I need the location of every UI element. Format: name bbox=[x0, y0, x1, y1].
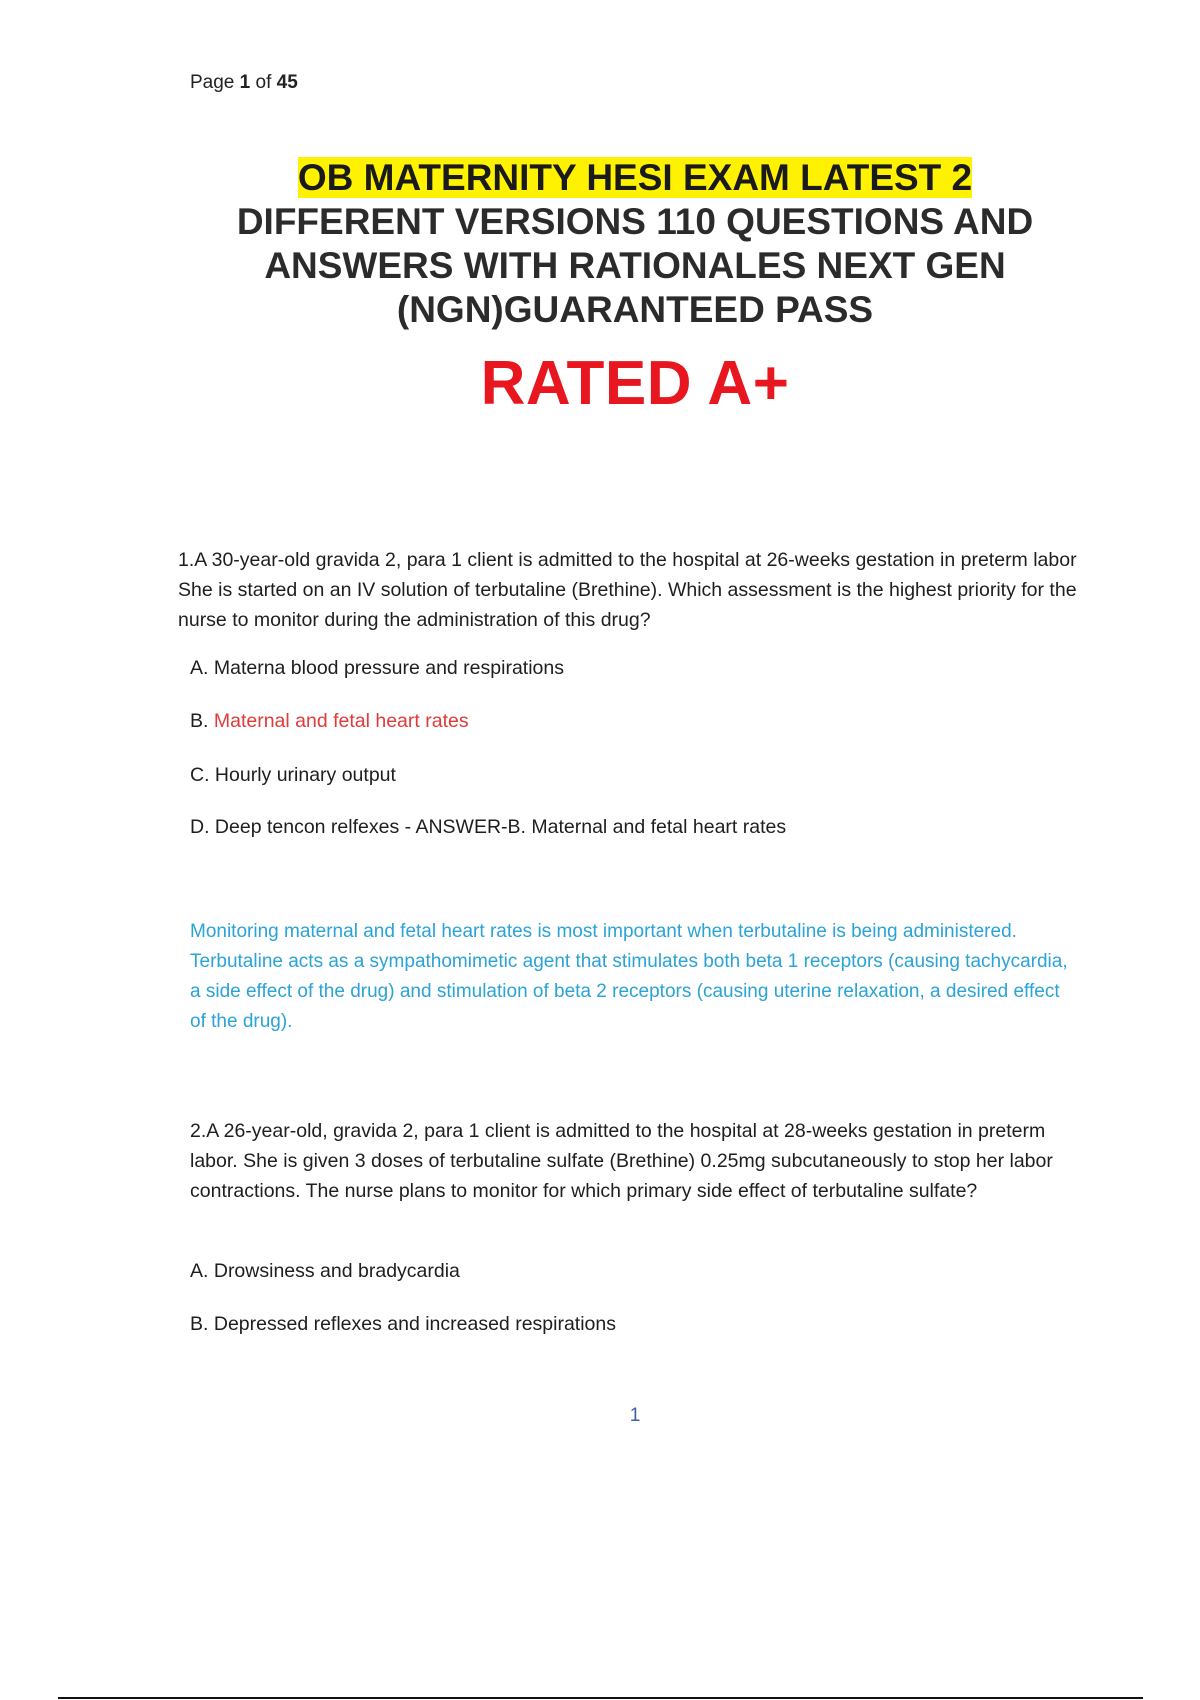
footer-page-number: 1 bbox=[629, 1405, 641, 1426]
total-pages: 45 bbox=[276, 72, 298, 93]
option-letter: A. bbox=[190, 1260, 209, 1282]
option-letter: C. bbox=[190, 764, 210, 786]
question-2-option-a bbox=[190, 1260, 460, 1283]
question-1-option-c bbox=[190, 764, 396, 787]
rating-label: RATED A+ bbox=[480, 349, 790, 418]
option-text-correct: Maternal and fetal heart rates bbox=[213, 710, 469, 732]
title-rest: DIFFERENT VERSIONS 110 QUESTIONS AND ANSWERS WITH RATIONALES NEXT GEN (NGN)GUARANTEED PASS bbox=[236, 201, 1034, 330]
question-1-text: 1.A 30-year-old gravida 2, para 1 client is admitted to the hospital at 26-weeks gestation in preterm labor She is started on an IV solution of terbutaline (Brethine). Which assessment is the highest priority for the nurse to monitor during the administration of this drug? bbox=[178, 549, 1077, 631]
document-title bbox=[150, 156, 1120, 332]
option-letter: B. bbox=[190, 710, 209, 732]
option-text: Materna blood pressure and respirations bbox=[213, 657, 564, 679]
question-1-option-a bbox=[190, 657, 564, 680]
question-1-rationale: Monitoring maternal and fetal heart rates is most important when terbutaline is being administered. Terbutaline acts as a sympathomimetic agent that stimulates both beta 1 receptors (causing tachycardia, a side effect of the drug) and stimulation of beta 2 receptors (causing uterine relaxation, a desired effect of the drug). bbox=[190, 921, 1068, 1032]
option-text: Deep tencon relfexes - ANSWER-B. Maternal and fetal heart rates bbox=[214, 816, 787, 838]
option-letter: A. bbox=[190, 657, 209, 679]
title-highlighted-line: OB MATERNITY HESI EXAM LATEST 2 bbox=[297, 157, 973, 198]
question-2-text: 2.A 26-year-old, gravida 2, para 1 client is admitted to the hospital at 28-weeks gestation in preterm labor. She is given 3 doses of terbutaline sulfate (Brethine) 0.25mg subcutaneously to stop her labor contractions. The nurse plans to monitor for which primary side effect of terbutaline sulfate? bbox=[190, 1120, 1053, 1202]
option-letter: D. bbox=[190, 816, 210, 838]
current-page: 1 bbox=[239, 72, 251, 93]
page-indicator bbox=[190, 72, 298, 94]
option-text: Hourly urinary output bbox=[214, 764, 396, 786]
option-text: Drowsiness and bradycardia bbox=[213, 1260, 460, 1282]
question-2-option-b bbox=[190, 1313, 616, 1336]
option-text: Depressed reflexes and increased respirations bbox=[213, 1313, 616, 1335]
question-1-option-b bbox=[190, 710, 469, 733]
page-label: Page bbox=[190, 72, 235, 93]
option-letter: B. bbox=[190, 1313, 209, 1335]
of-label: of bbox=[255, 72, 272, 93]
bottom-divider bbox=[58, 1697, 1143, 1699]
question-1-option-d bbox=[190, 816, 786, 839]
